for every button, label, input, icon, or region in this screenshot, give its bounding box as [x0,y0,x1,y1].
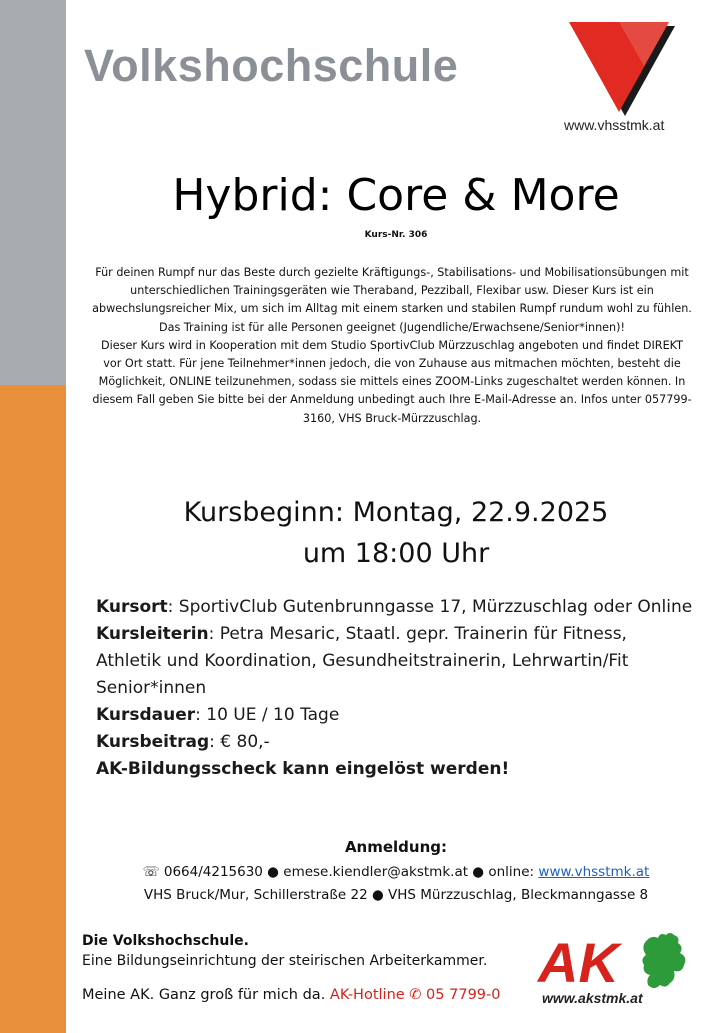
location-value: : SportivClub Gutenbrunngasse 17, Mürzzuschlag oder Online [167,597,693,617]
description-paragraph-2: Dieser Kurs wird in Kooperation mit dem Studio SportivClub Mürzzuschlag angeboten und findet DIREKT vor Ort statt. Für jene Teilnehmer*innen jedoch, die von Zuhause aus mitmachen möchten, besteht die Möglichkeit, ONLINE teilzunehmen, sodass sie mittels eines ZOOM-Links zugeschaltet werden können. In diesem Fall geben Sie bitte bei der Anmeldung unbedingt auch Ihre E-Mail-Adresse an. Infos unter 057799-3160, VHS Bruck-Mürzzuschlag. [92,338,692,425]
start-time: um 18:00 Uhr [302,538,490,569]
contact-addresses: VHS Bruck/Mur, Schillerstraße 22 ● VHS Mürzzuschlag, Bleckmanngasse 8 [143,887,649,903]
registration-contact [66,861,726,907]
footer-line-3 [82,987,500,1003]
contact-email[interactable]: emese.kiendler@akstmk.at ● online: [283,864,535,880]
course-details [96,594,696,783]
footer-line-1: Die Volkshochschule. [82,933,249,949]
footer-hotline: AK-Hotline ✆ 05 7799-0 [329,987,501,1003]
education-voucher-note: AK-Bildungsscheck kann eingelöst werden! [96,759,510,779]
online-link[interactable]: www.vhsstmk.at [538,864,650,880]
course-number: Kurs-Nr. 306 [364,230,428,240]
ak-url: www.akstmk.at [542,990,643,1006]
logo-url: www.vhsstmk.at [564,117,665,133]
instructor-value: : Petra Mesaric, Staatl. gepr. Trainerin für Fitness, Athletik und Koordination, Gesundheitstrainerin, Lehrwartin/Fit Senior*innen [96,624,629,698]
footer-line-2: Eine Bildungseinrichtung der steirischen Arbeiterkammer. [82,953,488,969]
detail-fee [96,729,696,756]
duration-value: : 10 UE / 10 Tage [195,705,340,725]
fee-label: Kursbeitrag [96,732,210,752]
detail-location [96,594,696,621]
footer-slogan: Meine AK. Ganz groß für mich da. [82,987,326,1003]
phone-icon: ☏ [142,864,160,880]
course-start [66,492,726,574]
brand-title: Volkshochschule [84,40,459,91]
panther-icon [642,933,685,988]
vhs-triangle-logo [561,20,677,120]
registration-heading: Anmeldung: [344,838,448,856]
side-band-grey [0,0,66,385]
course-title: Hybrid: Core & More [172,170,620,221]
detail-instructor [96,621,696,702]
duration-label: Kursdauer [96,705,196,725]
description-paragraph-1: Für deinen Rumpf nur das Beste durch gezielte Kräftigungs-, Stabilisations- und Mobilisationsübungen mit unterschiedlichen Trainingsgeräten wie Theraband, Pezziball, Flexibar usw. Dieser Kurs ist ein abwechslungsreicher Mix, um sich im Alltag mit einem starken und stabilen Rumpf rundum wohl zu fühlen. Das Training ist für alle Personen geeignet (Jugendliche/Erwachsene/Senior*innen)! [92,266,692,334]
contact-line [66,861,726,884]
contact-phone: 0664/4215630 ● [163,864,279,880]
instructor-label: Kursleiterin [96,624,209,644]
ak-logo-text: AK [538,931,619,994]
side-band-orange [0,385,66,1033]
start-date: Kursbeginn: Montag, 22.9.2025 [183,497,609,528]
location-label: Kursort [96,597,168,617]
detail-duration [96,702,696,729]
course-description [92,264,692,428]
fee-value: : € 80,- [209,732,270,752]
